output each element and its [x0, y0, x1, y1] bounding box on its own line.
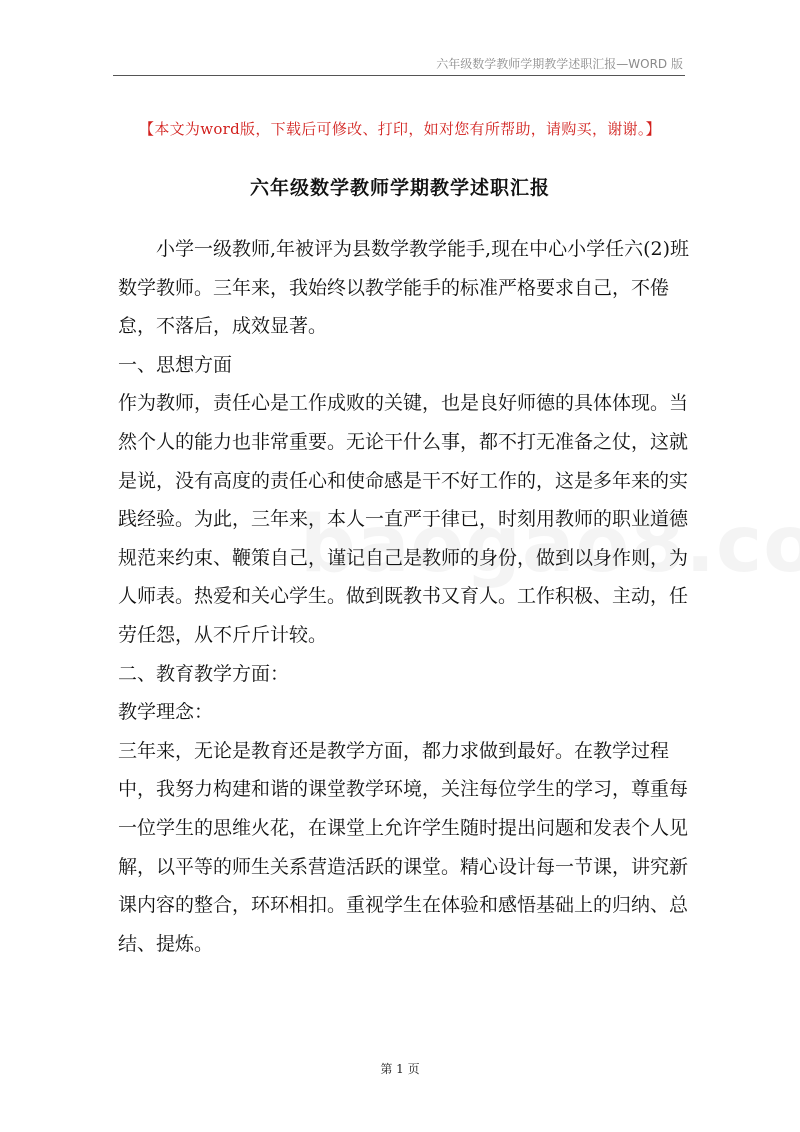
- header-divider: [113, 75, 685, 76]
- intro-paragraph: 小学一级教师,年被评为县数学教学能手,现在中心小学任六(2)班数学教师。三年来，我始终以教学能手的标准严格要求自己，不倦怠，不落后，成效显著。: [118, 238, 689, 338]
- page-number: [0, 1060, 800, 1077]
- page-number-value: 1: [396, 1062, 404, 1076]
- section-heading-teaching: 二、教育教学方面：: [118, 662, 290, 685]
- section-heading-thought: 一、思想方面: [118, 353, 233, 376]
- page-header: [113, 0, 685, 76]
- page-number-prefix: 第: [380, 1062, 393, 1076]
- thought-paragraph: 作为教师，责任心是工作成败的关键，也是良好师德的具体体现。当然个人的能力也非常重要。无论干什么事，都不打无准备之仗，这就是说，没有高度的责任心和使命感是干不好工作的，这是多年来的实践经验。为此，三年来，本人一直严于律已，时刻用教师的职业道德规范来约束、鞭策自己，谨记自己是教师的身份，做到以身作则，为人师表。热爱和关心学生。做到既教书又育人。工作积极、主动，任劳任怨，从不斤斤计较。: [118, 392, 689, 646]
- page-number-suffix: 页: [407, 1062, 420, 1076]
- teaching-paragraph: 三年来，无论是教育还是教学方面，都力求做到最好。在教学过程中，我努力构建和谐的课堂教学环境，关注每位学生的学习，尊重每一位学生的思维火花，在课堂上允许学生随时提出问题和发表个人见解，以平等的师生关系营造活跃的课堂。精心设计每一节课，讲究新课内容的整合，环环相扣。重视学生在体验和感悟基础上的归纳、总结、提炼。: [118, 739, 689, 955]
- document-title: 六年级数学教师学期教学述职汇报: [249, 177, 550, 199]
- download-notice: 【本文为word版，下载后可修改、打印，如对您有所帮助，请购买，谢谢。】: [139, 120, 661, 138]
- subheading-teaching-philosophy: 教学理念：: [118, 701, 214, 724]
- header-title: 六年级数学教师学期教学述职汇报—WORD 版: [436, 57, 683, 71]
- document-body: [118, 230, 692, 963]
